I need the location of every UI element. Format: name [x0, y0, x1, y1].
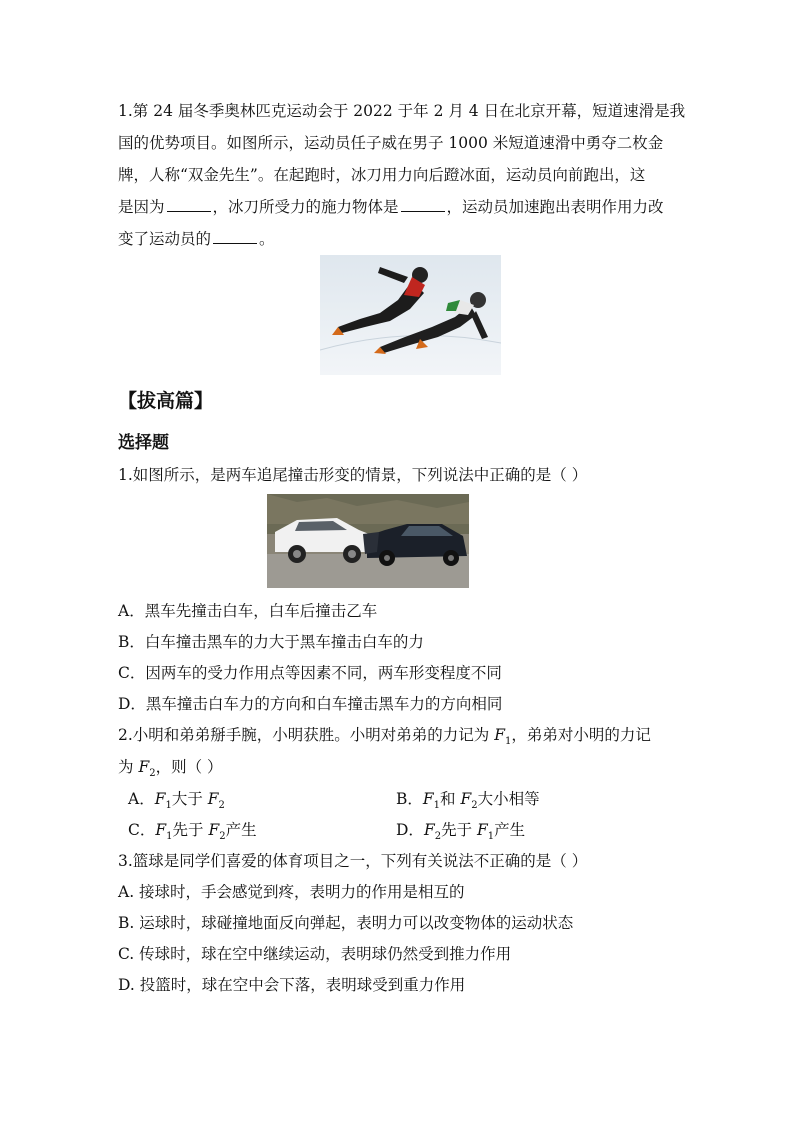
q1-option-d: D．黑车撞击白车力的方向和白车撞击黑车力的方向相同	[118, 695, 503, 713]
q3-option-b: B. 运球时，球碰撞地面反向弹起，表明力可以改变物体的运动状态	[118, 914, 574, 932]
force-symbol: F	[155, 821, 167, 839]
intro-line-5-b: 。	[259, 230, 275, 248]
car-collision-photo	[267, 494, 469, 588]
q1-option-b: B．白车撞击黑车的力大于黑车撞击白车的力	[118, 633, 424, 651]
section-title: 【拔高篇】	[118, 390, 214, 412]
q2-stem2-a: 为	[118, 758, 139, 776]
intro-line-1: 1.第 24 届冬季奥林匹克运动会于 2022 于年 2 月 4 日在北京开幕，短道速滑是我	[118, 102, 686, 120]
section-subtitle: 选择题	[118, 433, 169, 453]
answer-blank-1[interactable]	[167, 197, 211, 212]
q2-option-b-letter: B．	[396, 790, 423, 808]
force-symbol: F	[477, 821, 488, 839]
q2-stem-b: ，弟弟对小明的力记	[511, 726, 651, 744]
q1-option-a: A．黑车先撞击白车，白车后撞击乙车	[118, 602, 378, 620]
force-symbol: F	[494, 726, 505, 744]
q2-option-c-letter: C．	[128, 821, 156, 839]
force-symbol: F	[207, 790, 219, 808]
intro-line-4-c: ，运动员加速跑出表明作用力改	[446, 198, 664, 216]
subscript-2: 2	[434, 831, 442, 843]
answer-blank-2[interactable]	[401, 197, 445, 212]
subscript-1: 1	[166, 831, 173, 843]
subscript-2: 2	[149, 768, 156, 780]
q2-option-b	[396, 789, 540, 816]
subscript-2: 2	[218, 800, 225, 812]
force-symbol: F	[154, 790, 166, 808]
q2-option-a-letter: A．	[128, 790, 155, 808]
q2-option-a	[128, 789, 225, 816]
q2-option-c-text: 先于	[172, 821, 209, 839]
q2-stem-line-2	[118, 757, 223, 784]
q2-option-d-letter: D．	[396, 821, 424, 839]
q2-option-d-tail: 产生	[494, 821, 526, 839]
subscript-1: 1	[433, 800, 441, 812]
intro-line-5-a: 变了运动员的	[118, 230, 212, 248]
q3-option-d: D. 投篮时，球在空中会下落，表明球受到重力作用	[118, 976, 466, 994]
q3-stem: 3.篮球是同学们喜爱的体育项目之一，下列有关说法不正确的是（ ）	[118, 852, 588, 870]
intro-line-3: 牌，人称“双金先生”。在起跑时，冰刀用力向后蹬冰面，运动员向前跑出，这	[118, 166, 646, 184]
intro-line-5	[118, 229, 275, 249]
speed-skating-photo	[320, 255, 501, 375]
q2-option-d	[396, 820, 525, 847]
subscript-1: 1	[504, 736, 512, 748]
q1-stem: 1.如图所示，是两车追尾撞击形变的情景，下列说法中正确的是（ ）	[118, 466, 588, 484]
q3-option-c: C. 传球时，球在空中继续运动，表明球仍然受到推力作用	[118, 945, 512, 963]
intro-line-4	[118, 197, 664, 217]
q1-option-c: C．因两车的受力作用点等因素不同，两车形变程度不同	[118, 664, 502, 682]
q2-option-b-text: 和	[440, 790, 461, 808]
q2-option-d-text: 先于	[441, 821, 478, 839]
force-symbol: F	[138, 758, 150, 776]
q2-option-a-text: 大于	[171, 790, 208, 808]
force-symbol: F	[423, 821, 435, 839]
force-symbol: F	[422, 790, 434, 808]
q2-option-b-tail: 大小相等	[477, 790, 540, 808]
q2-stem2-b: ，则（ ）	[155, 758, 223, 776]
force-symbol: F	[208, 821, 220, 839]
q2-stem-a: 2.小明和弟弟掰手腕，小明获胜。小明对弟弟的力记为	[118, 726, 495, 744]
subscript-1: 1	[165, 800, 172, 812]
q2-option-c-tail: 产生	[225, 821, 257, 839]
subscript-1: 1	[487, 831, 495, 843]
intro-line-4-b: ，冰刀所受力的施力物体是	[212, 198, 399, 216]
q2-stem-line-1	[118, 725, 651, 752]
answer-blank-3[interactable]	[213, 229, 257, 244]
intro-line-4-a: 是因为	[118, 198, 165, 216]
subscript-2: 2	[471, 800, 478, 812]
q3-option-a: A. 接球时，手会感觉到疼，表明力的作用是相互的	[118, 883, 465, 901]
intro-line-2: 国的优势项目。如图所示，运动员任子威在男子 1000 米短道速滑中勇夺二枚金	[118, 134, 664, 152]
force-symbol: F	[460, 790, 472, 808]
subscript-2: 2	[219, 831, 226, 843]
q2-option-c	[128, 820, 257, 847]
